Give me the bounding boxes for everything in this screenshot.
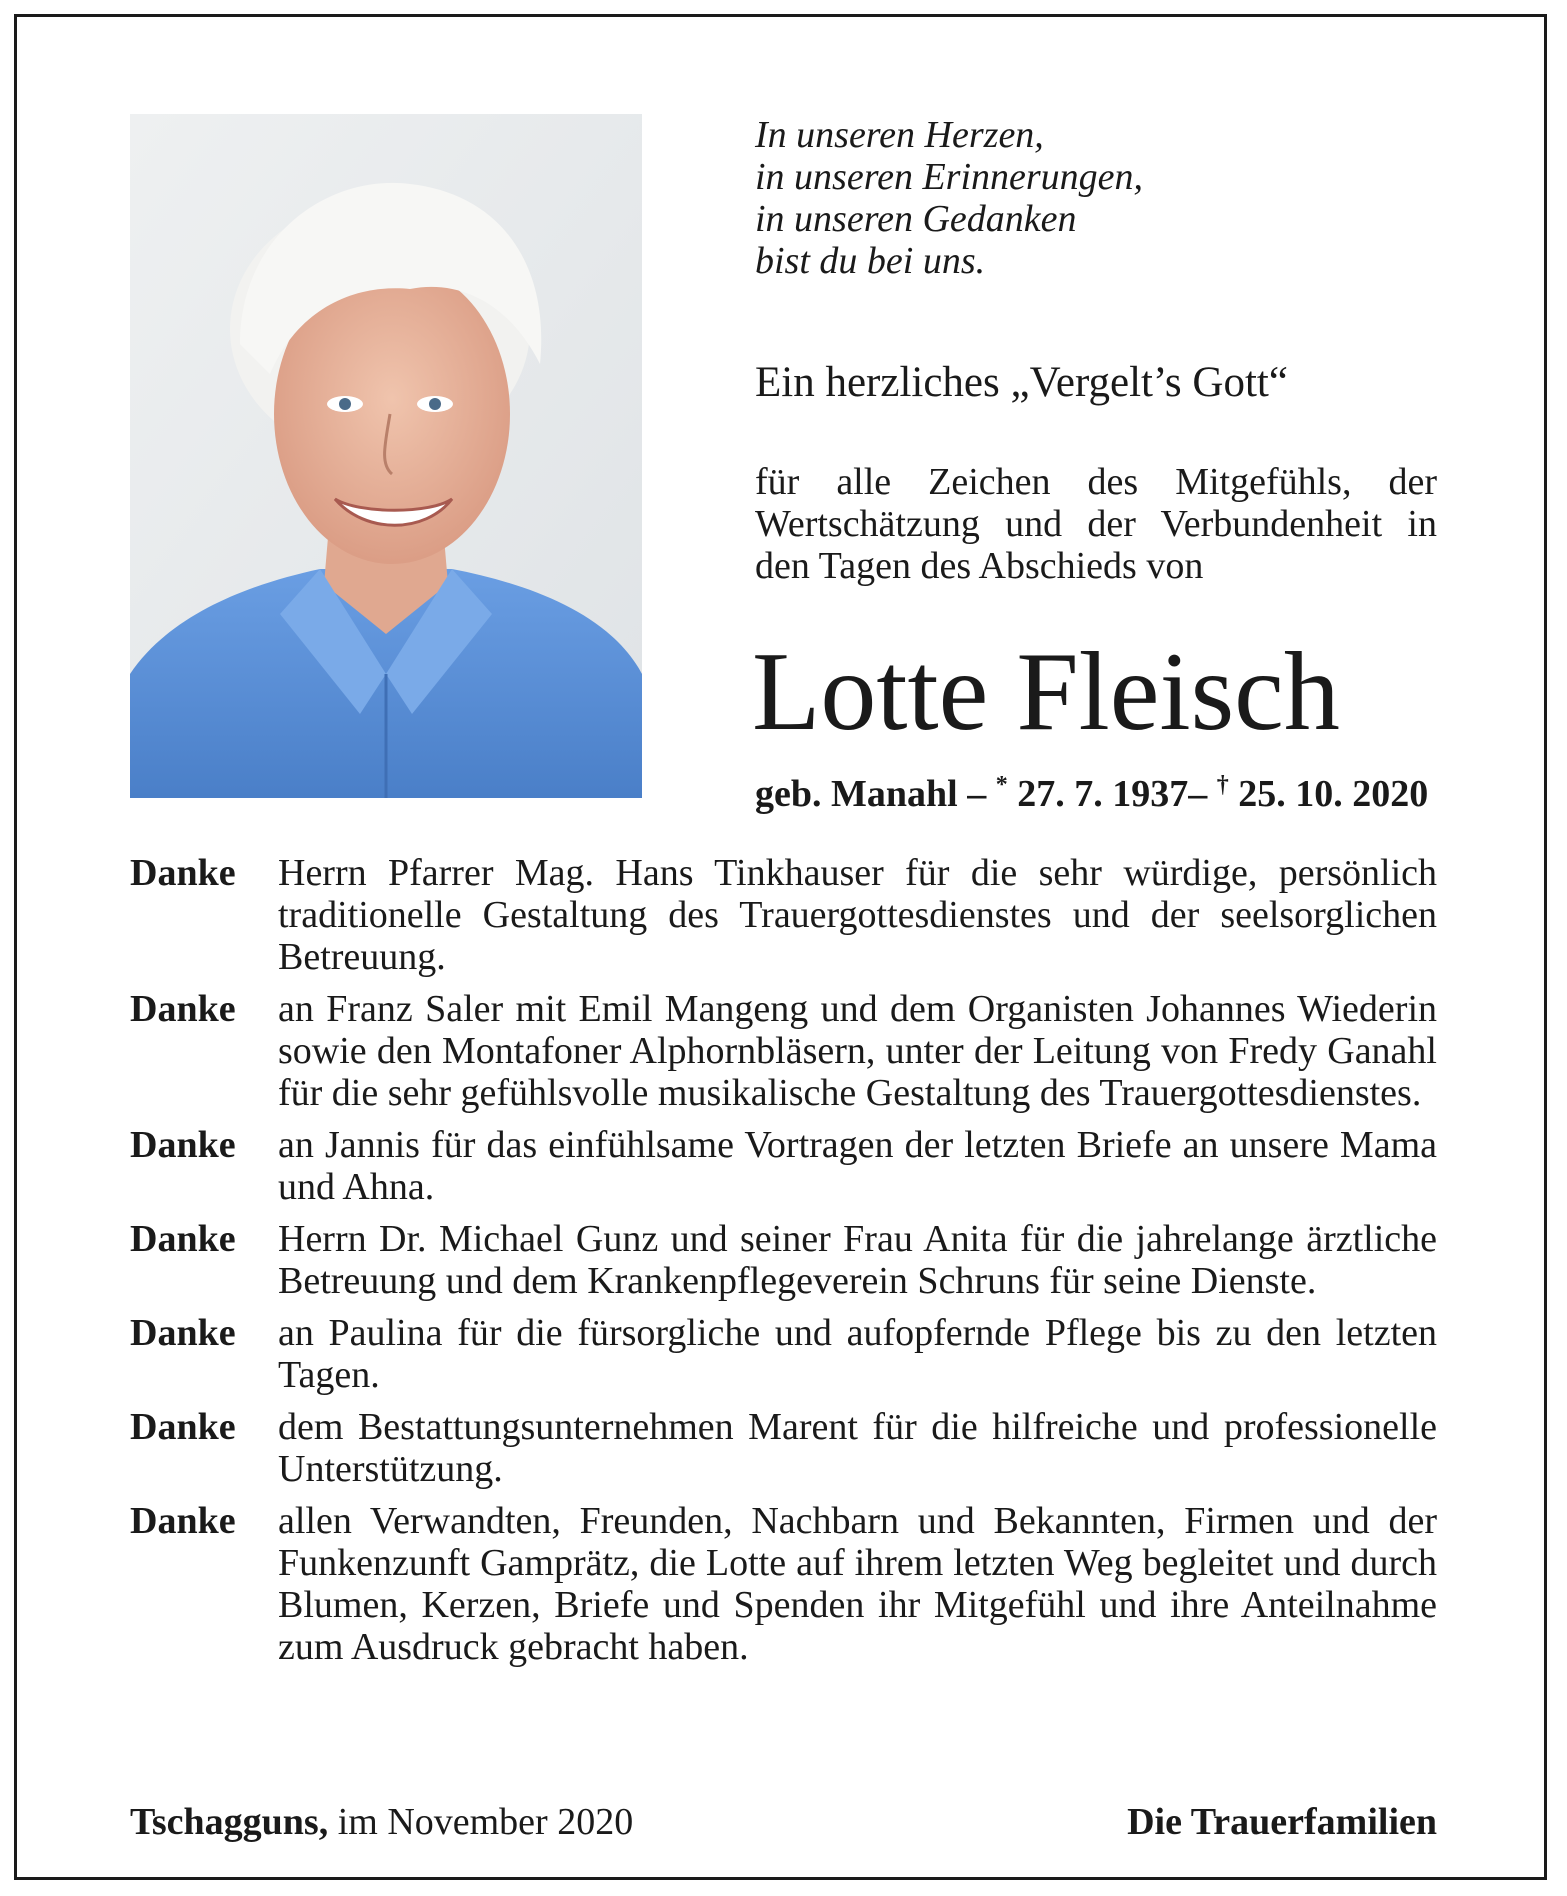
thanks-entry: [130, 988, 1437, 1114]
thanks-list: [130, 852, 1437, 1678]
footer: [130, 1799, 1437, 1845]
thanks-entry: [130, 852, 1437, 978]
thanks-entry: [130, 1312, 1437, 1396]
death-symbol: †: [1216, 772, 1229, 798]
place: Tschagguns,: [130, 1801, 329, 1843]
portrait-illustration: [130, 114, 642, 798]
poem-line: In unseren Herzen,: [755, 114, 1044, 156]
date: im November 2020: [337, 1801, 634, 1843]
entry-text: Herrn Pfarrer Mag. Hans Tinkhauser für die sehr würdige, persönlich traditionelle Gestaltung des Trauergottesdienstes und der seelsorglichen Betreuung.: [278, 852, 1437, 978]
entry-text: an Jannis für das einfühlsame Vortragen der letzten Briefe an unsere Mama und Ahna.: [278, 1124, 1437, 1208]
entry-text: allen Verwandten, Freunden, Nachbarn und Bekannten, Firmen und der Funkenzunft Gamprätz, die Lotte auf ihrem letzten Weg begleitet und durch Blumen, Kerzen, Briefe und Spenden ihr Mitgefühl und ihre Anteilnahme zum Ausdruck gebracht haben.: [278, 1500, 1437, 1668]
birth-name: geb. Manahl: [755, 773, 958, 815]
entry-label: Danke: [130, 852, 236, 894]
entry-label: Danke: [130, 1312, 236, 1354]
place-date: [130, 1799, 633, 1845]
entry-text: Herrn Dr. Michael Gunz und seiner Frau Anita für die jahrelange ärztliche Betreuung und dem Krankenpflegeverein Schruns für seine Dienste.: [278, 1218, 1437, 1302]
signature: Die Trauerfamilien: [1127, 1801, 1437, 1843]
entry-label: Danke: [130, 1406, 236, 1448]
birth-date: 27. 7. 1937: [1017, 773, 1189, 815]
entry-label: Danke: [130, 988, 236, 1030]
portrait-photo: [130, 114, 642, 798]
poem-line: in unseren Gedanken: [755, 198, 1077, 240]
intro-text: für alle Zeichen des Mitgefühls, der Wertschätzung und der Verbundenheit in den Tagen des Abschieds von: [755, 461, 1437, 587]
poem-line: in unseren Erinnerungen,: [755, 156, 1144, 198]
thanks-entry: [130, 1218, 1437, 1302]
entry-text: an Franz Saler mit Emil Mangeng und dem Organisten Johannes Wiederin sowie den Montafoner Alphornbläsern, unter der Leitung von Fredy Ganahl für die sehr gefühlsvolle musikalische Gestaltung des Trauergottesdienstes.: [278, 988, 1437, 1114]
poem-line: bist du bei uns.: [755, 240, 986, 282]
entry-label: Danke: [130, 1124, 236, 1166]
entry-text: dem Bestattungsunternehmen Marent für die hilfreiche und professionelle Unterstützung.: [278, 1406, 1437, 1490]
entry-label: Danke: [130, 1218, 236, 1260]
birth-symbol: *: [995, 772, 1008, 798]
dash: –: [1188, 773, 1208, 815]
thanks-entry: [130, 1500, 1437, 1668]
entry-label: Danke: [130, 1500, 236, 1542]
thanks-entry: [130, 1124, 1437, 1208]
deceased-name: Lotte Fleisch: [752, 630, 1340, 754]
thanks-heading: Ein herzliches „Vergelt’s Gott“: [755, 359, 1288, 406]
death-date: 25. 10. 2020: [1238, 773, 1429, 815]
entry-text: an Paulina für die fürsorgliche und aufopfernde Pflege bis zu den letzten Tagen.: [278, 1312, 1437, 1396]
life-dates: [755, 762, 1515, 817]
thanks-entry: [130, 1406, 1437, 1490]
poem: [755, 114, 1455, 282]
dash: –: [967, 773, 987, 815]
